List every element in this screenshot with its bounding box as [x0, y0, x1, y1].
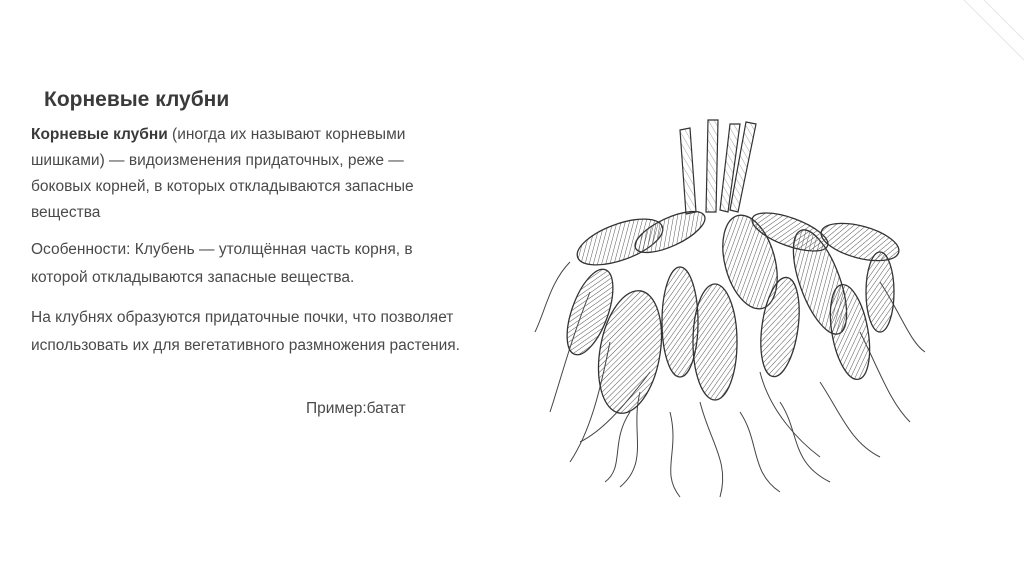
features-paragraph: Особенности: Клубень — утолщённая часть корня, в которой откладываются запасные вещества. — [31, 241, 413, 286]
buds-paragraph: На клубнях образуются придаточные почки, что позволяет использовать их для вегетативного размножения растения. — [31, 309, 460, 354]
root-tubers-illustration — [530, 112, 930, 502]
definition-term: Корневые клубни — [31, 126, 168, 143]
example-text: Пример:батат — [306, 400, 406, 417]
tubers — [558, 203, 903, 418]
definition-paragraph — [31, 122, 461, 226]
definition-text: (иногда их называют корневыми шишками) — видоизменения придаточных, реже — боковых корней, в которых откладываются запасные вещества — [31, 126, 414, 221]
stems — [680, 120, 756, 214]
corner-decoration — [944, 0, 1024, 80]
slide-title: Корневые клубни — [44, 88, 230, 111]
